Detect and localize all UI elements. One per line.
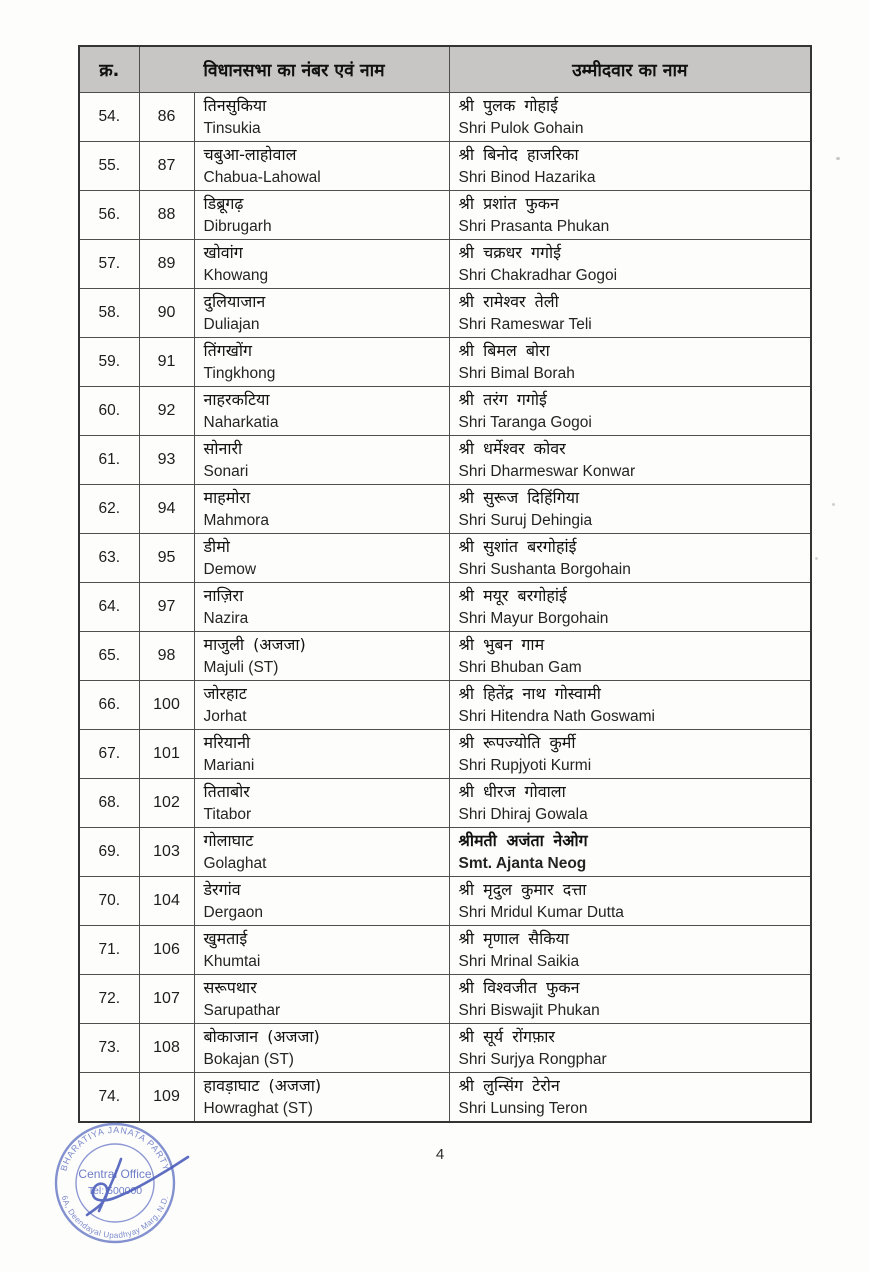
- candidate-name: [449, 975, 811, 1024]
- constituency-name: [194, 583, 449, 632]
- constituency-number: 98: [139, 632, 194, 681]
- candidate-table: [78, 45, 812, 1123]
- constituency-name: [194, 828, 449, 877]
- constituency-number: 92: [139, 387, 194, 436]
- serial-number: 71.: [79, 926, 139, 975]
- candidate-name: [449, 926, 811, 975]
- table-row: [79, 975, 811, 1024]
- serial-number: 74.: [79, 1073, 139, 1123]
- constituency-name-english: Mahmora: [203, 512, 269, 529]
- stamp-arc-top-text: BHARATIYA JANATA PARTY: [58, 1124, 172, 1173]
- constituency-name: [194, 632, 449, 681]
- candidate-name-english: Shri Chakradhar Gogoi: [458, 267, 618, 284]
- constituency-name-hindi: सरूपथार: [203, 978, 257, 997]
- constituency-name-english: Majuli (ST): [203, 659, 279, 676]
- serial-number: 70.: [79, 877, 139, 926]
- candidate-name-hindi: श्री सुशांत बरगोहांई: [458, 537, 577, 556]
- candidate-name: [449, 681, 811, 730]
- constituency-number: 97: [139, 583, 194, 632]
- constituency-name-hindi: तिताबोर: [203, 782, 250, 801]
- constituency-name-english: Dergaon: [203, 904, 263, 921]
- candidate-name: [449, 877, 811, 926]
- constituency-name-hindi: हावड़ाघाट (अजजा): [203, 1076, 322, 1095]
- constituency-name-english: Dibrugarh: [203, 218, 272, 235]
- constituency-name-hindi: डिब्रूगढ़: [203, 194, 244, 213]
- stamp-inner-ring: [76, 1144, 154, 1222]
- candidate-name-english: Shri Lunsing Teron: [458, 1100, 588, 1117]
- candidate-name-hindi: श्री पुलक गोहाई: [458, 96, 559, 115]
- constituency-name-english: Nazira: [203, 610, 249, 627]
- constituency-name: [194, 926, 449, 975]
- svg-text:BHARATIYA JANATA PARTY: [59, 1125, 172, 1172]
- table-row: [79, 877, 811, 926]
- constituency-name-english: Naharkatia: [203, 414, 279, 431]
- serial-number: 59.: [79, 338, 139, 387]
- constituency-name-english: Titabor: [203, 806, 252, 823]
- candidate-name: [449, 240, 811, 289]
- candidate-name-hindi: श्री भुबन गाम: [458, 635, 545, 654]
- constituency-name-hindi: खोवांग: [203, 243, 243, 262]
- table-row: [79, 142, 811, 191]
- serial-number: 58.: [79, 289, 139, 338]
- serial-number: 67.: [79, 730, 139, 779]
- candidate-name: [449, 436, 811, 485]
- party-stamp-seal: [29, 1097, 201, 1269]
- candidate-name-english: Shri Dhiraj Gowala: [458, 806, 588, 823]
- candidate-name-english: Shri Bhuban Gam: [458, 659, 582, 676]
- constituency-number: 93: [139, 436, 194, 485]
- scan-speck: [815, 557, 818, 560]
- candidate-name-hindi: श्री धीरज गोवाला: [458, 782, 566, 801]
- table-row: [79, 289, 811, 338]
- candidate-name-english: Smt. Ajanta Neog: [458, 855, 587, 872]
- candidate-name-hindi: श्री धर्मेश्वर कोवर: [458, 439, 566, 458]
- scan-speck: [836, 157, 840, 160]
- table-row: [79, 387, 811, 436]
- candidate-name: [449, 191, 811, 240]
- table-row: [79, 436, 811, 485]
- candidate-name-hindi: श्री मृदुल कुमार दत्ता: [458, 880, 587, 899]
- constituency-name: [194, 436, 449, 485]
- serial-number: 61.: [79, 436, 139, 485]
- constituency-name: [194, 338, 449, 387]
- candidate-name: [449, 93, 811, 142]
- candidate-name-english: Shri Sushanta Borgohain: [458, 561, 631, 578]
- candidate-name-hindi: श्री प्रशांत फुकन: [458, 194, 559, 213]
- candidate-name-english: Shri Bimal Borah: [458, 365, 575, 382]
- candidate-name-english: Shri Surjya Rongphar: [458, 1051, 607, 1068]
- candidate-name: [449, 583, 811, 632]
- serial-number: 72.: [79, 975, 139, 1024]
- constituency-name: [194, 681, 449, 730]
- constituency-name-hindi: जोरहाट: [203, 684, 247, 703]
- candidate-name-hindi: श्री लुन्सिंग टेरोन: [458, 1076, 560, 1095]
- constituency-number: 100: [139, 681, 194, 730]
- candidate-name-hindi: श्री बिनोद हाजरिका: [458, 145, 579, 164]
- constituency-name: [194, 289, 449, 338]
- serial-number: 66.: [79, 681, 139, 730]
- candidate-name-hindi: श्री मयूर बरगोहांई: [458, 586, 567, 605]
- constituency-name-hindi: दुलियाजान: [203, 292, 266, 311]
- table-row: [79, 828, 811, 877]
- constituency-name: [194, 975, 449, 1024]
- serial-number: 69.: [79, 828, 139, 877]
- candidate-name: [449, 1024, 811, 1073]
- constituency-name-english: Howraghat (ST): [203, 1100, 313, 1117]
- serial-number: 68.: [79, 779, 139, 828]
- candidate-name: [449, 828, 811, 877]
- table-row: [79, 926, 811, 975]
- constituency-name: [194, 191, 449, 240]
- constituency-name: [194, 779, 449, 828]
- header-candidate: उम्मीदवार का नाम: [449, 46, 811, 93]
- constituency-number: 102: [139, 779, 194, 828]
- constituency-name: [194, 142, 449, 191]
- candidate-name: [449, 730, 811, 779]
- candidate-name: [449, 534, 811, 583]
- constituency-name: [194, 485, 449, 534]
- constituency-name-hindi: माजुली (अजजा): [203, 635, 306, 654]
- scan-speck: [832, 503, 835, 506]
- table-row: [79, 730, 811, 779]
- constituency-name-english: Duliajan: [203, 316, 260, 333]
- candidate-name-hindi: श्री विश्वजीत फुकन: [458, 978, 580, 997]
- constituency-name-hindi: बोकाजान (अजजा): [203, 1027, 320, 1046]
- page-number: 4: [435, 1146, 445, 1163]
- candidate-name-english: Shri Rameswar Teli: [458, 316, 592, 333]
- serial-number: 55.: [79, 142, 139, 191]
- constituency-name-hindi: नाहरकटिया: [203, 390, 270, 409]
- candidate-name-hindi: श्री सूर्य रोंगफ़ार: [458, 1027, 555, 1046]
- constituency-name-english: Jorhat: [203, 708, 247, 725]
- constituency-number: 87: [139, 142, 194, 191]
- table-row: [79, 534, 811, 583]
- constituency-number: 94: [139, 485, 194, 534]
- serial-number: 60.: [79, 387, 139, 436]
- table-row: [79, 485, 811, 534]
- table-row: [79, 681, 811, 730]
- constituency-number: 106: [139, 926, 194, 975]
- svg-text:6A, Deendayal Upadhyay Marg, N: [60, 1195, 171, 1241]
- constituency-name-hindi: नाज़िरा: [203, 586, 244, 605]
- constituency-name: [194, 387, 449, 436]
- candidate-name-english: Shri Binod Hazarika: [458, 169, 596, 186]
- constituency-name-english: Mariani: [203, 757, 255, 774]
- candidate-name-english: Shri Taranga Gogoi: [458, 414, 592, 431]
- candidate-name-english: Shri Prasanta Phukan: [458, 218, 610, 235]
- candidate-name: [449, 387, 811, 436]
- candidate-name: [449, 485, 811, 534]
- stamp-outer-ring: [56, 1124, 174, 1242]
- candidate-name: [449, 779, 811, 828]
- constituency-name: [194, 1024, 449, 1073]
- candidate-name-hindi: श्री तरंग गगोई: [458, 390, 547, 409]
- constituency-name-english: Khumtai: [203, 953, 261, 970]
- constituency-number: 101: [139, 730, 194, 779]
- candidate-name-hindi: श्री मृणाल सैकिया: [458, 929, 569, 948]
- constituency-number: 90: [139, 289, 194, 338]
- table-row: [79, 1024, 811, 1073]
- constituency-name-english: Chabua-Lahowal: [203, 169, 321, 186]
- constituency-name: [194, 93, 449, 142]
- candidate-name-english: Shri Mrinal Saikia: [458, 953, 580, 970]
- constituency-name-english: Bokajan (ST): [203, 1051, 294, 1068]
- constituency-name-english: Demow: [203, 561, 257, 578]
- constituency-name-hindi: सोनारी: [203, 439, 243, 458]
- constituency-name: [194, 730, 449, 779]
- stamp-center-line1: Central Office: [78, 1167, 152, 1181]
- constituency-name-english: Sonari: [203, 463, 249, 480]
- constituency-number: 109: [139, 1073, 194, 1123]
- table-row: [79, 191, 811, 240]
- constituency-name: [194, 534, 449, 583]
- constituency-number: 88: [139, 191, 194, 240]
- constituency-name-hindi: गोलाघाट: [203, 831, 254, 850]
- table-row: [79, 583, 811, 632]
- candidate-name-hindi: श्री रामेश्वर तेली: [458, 292, 559, 311]
- constituency-name-hindi: खुमताई: [203, 929, 248, 948]
- constituency-number: 89: [139, 240, 194, 289]
- candidate-name-english: Shri Hitendra Nath Goswami: [458, 708, 655, 725]
- constituency-name-hindi: मरियानी: [203, 733, 251, 752]
- constituency-name: [194, 877, 449, 926]
- candidate-name: [449, 289, 811, 338]
- candidate-name-hindi: श्री चक्रधर गगोई: [458, 243, 562, 262]
- constituency-name: [194, 1073, 449, 1123]
- header-serial: क्र.: [79, 46, 139, 93]
- serial-number: 56.: [79, 191, 139, 240]
- candidate-name-english: Shri Mridul Kumar Dutta: [458, 904, 624, 921]
- serial-number: 65.: [79, 632, 139, 681]
- constituency-name-english: Tingkhong: [203, 365, 276, 382]
- serial-number: 63.: [79, 534, 139, 583]
- candidate-name: [449, 142, 811, 191]
- table-row: [79, 93, 811, 142]
- constituency-name-hindi: डेरगांव: [203, 880, 241, 899]
- serial-number: 64.: [79, 583, 139, 632]
- candidate-name: [449, 632, 811, 681]
- constituency-number: 95: [139, 534, 194, 583]
- constituency-number: 108: [139, 1024, 194, 1073]
- candidate-name-english: Shri Rupjyoti Kurmi: [458, 757, 592, 774]
- constituency-number: 107: [139, 975, 194, 1024]
- candidate-name-english: Shri Biswajit Phukan: [458, 1002, 600, 1019]
- constituency-number: 86: [139, 93, 194, 142]
- constituency-name-hindi: तिंगखोंग: [203, 341, 253, 360]
- stamp-center-line2: Tel: 500000: [87, 1185, 143, 1197]
- candidate-name-english: Shri Dharmeswar Konwar: [458, 463, 636, 480]
- constituency-name-english: Golaghat: [203, 855, 267, 872]
- constituency-name-hindi: डीमो: [203, 537, 230, 556]
- serial-number: 57.: [79, 240, 139, 289]
- constituency-name-english: Khowang: [203, 267, 269, 284]
- candidate-name-english: Shri Mayur Borgohain: [458, 610, 609, 627]
- constituency-number: 91: [139, 338, 194, 387]
- header-constituency: विधानसभा का नंबर एवं नाम: [139, 46, 449, 93]
- candidate-name-english: Shri Pulok Gohain: [458, 120, 584, 137]
- serial-number: 73.: [79, 1024, 139, 1073]
- table-header-row: [79, 46, 811, 93]
- constituency-name-english: Tinsukia: [203, 120, 261, 137]
- table-row: [79, 632, 811, 681]
- constituency-name: [194, 240, 449, 289]
- constituency-name-hindi: माहमोरा: [203, 488, 251, 507]
- candidate-name-hindi: श्रीमती अजंता नेओग: [458, 831, 588, 850]
- serial-number: 54.: [79, 93, 139, 142]
- constituency-name-hindi: तिनसुकिया: [203, 96, 267, 115]
- constituency-number: 103: [139, 828, 194, 877]
- candidate-name-hindi: श्री रूपज्योति कुर्मी: [458, 733, 576, 752]
- candidate-name-english: Shri Suruj Dehingia: [458, 512, 593, 529]
- table-row: [79, 338, 811, 387]
- candidate-name: [449, 338, 811, 387]
- candidate-name-hindi: श्री बिमल बोरा: [458, 341, 550, 360]
- serial-number: 62.: [79, 485, 139, 534]
- candidate-name-hindi: श्री सुरूज दिहिंगिया: [458, 488, 580, 507]
- candidate-name: [449, 1073, 811, 1123]
- stamp-arc-bottom-text: 6A, Deendayal Upadhyay Marg, N.D.: [59, 1194, 171, 1241]
- constituency-name-hindi: चबुआ-लाहोवाल: [203, 145, 297, 164]
- constituency-number: 104: [139, 877, 194, 926]
- table-body: [79, 93, 811, 1123]
- table-row: [79, 240, 811, 289]
- constituency-name-english: Sarupathar: [203, 1002, 281, 1019]
- table-row: [79, 779, 811, 828]
- party-stamp: [29, 1097, 201, 1269]
- candidate-name-hindi: श्री हितेंद्र नाथ गोस्वामी: [458, 684, 601, 703]
